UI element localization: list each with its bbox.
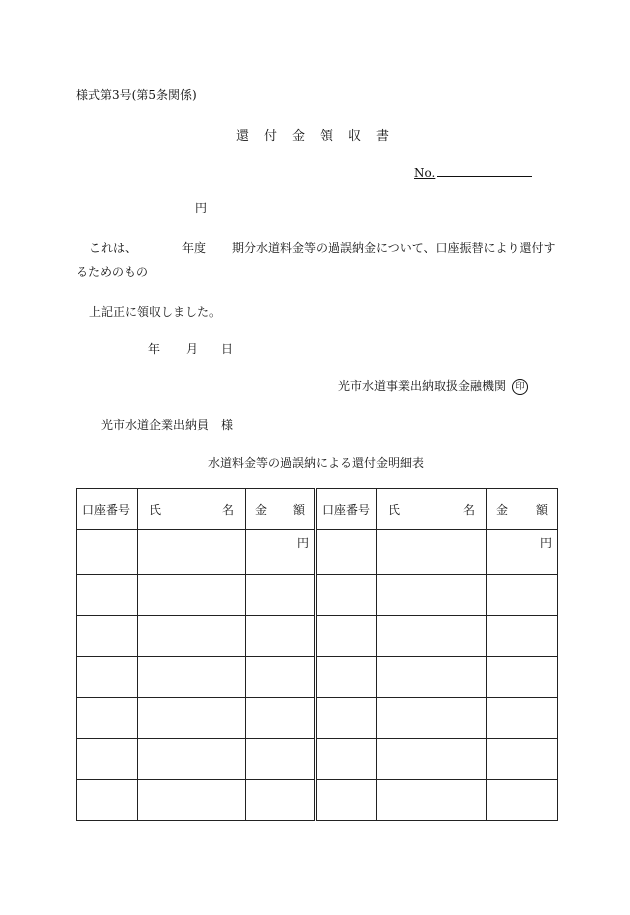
cell-name xyxy=(138,657,246,698)
cell-name-right xyxy=(377,657,487,698)
cell-amount xyxy=(246,780,316,821)
cell-account-right xyxy=(316,575,377,616)
cell-amount-right xyxy=(487,698,558,739)
form-number: 様式第3号(第5条関係) xyxy=(76,88,197,102)
cell-amount xyxy=(246,616,316,657)
cell-name-right xyxy=(377,575,487,616)
issuer-line xyxy=(338,377,528,395)
cell-name xyxy=(138,780,246,821)
table-header-row xyxy=(77,489,558,530)
cell-name xyxy=(138,698,246,739)
cell-account xyxy=(77,530,138,575)
header-name-right: 氏 名 xyxy=(377,489,487,530)
number-blank xyxy=(437,163,532,177)
refund-detail-table xyxy=(76,488,558,821)
cell-name-right xyxy=(377,698,487,739)
date-day: 日 xyxy=(221,342,234,356)
header-account-number-right: 口座番号 xyxy=(316,489,377,530)
amount-yen-unit: 円 xyxy=(195,201,208,215)
cell-account-right xyxy=(316,530,377,575)
cell-name-right xyxy=(377,739,487,780)
cell-name-right xyxy=(377,780,487,821)
cell-amount: 円 xyxy=(246,530,316,575)
header-amount: 金 額 xyxy=(246,489,316,530)
cell-name xyxy=(138,739,246,780)
cell-amount-right xyxy=(487,575,558,616)
header-amount-right: 金 額 xyxy=(487,489,558,530)
cell-account xyxy=(77,657,138,698)
body-text-part1: これは、 xyxy=(89,241,138,255)
cell-amount xyxy=(246,657,316,698)
cell-account-right xyxy=(316,657,377,698)
cell-amount-right xyxy=(487,739,558,780)
table-row xyxy=(77,575,558,616)
number-label: No. xyxy=(414,166,436,180)
cell-name xyxy=(138,616,246,657)
body-text-line2: るためのもの xyxy=(76,265,149,279)
body-text-part3: 期分水道料金等の過誤納金について、口座振替により還付す xyxy=(232,241,556,255)
header-name: 氏 名 xyxy=(138,489,246,530)
cell-account xyxy=(77,698,138,739)
cell-account-right xyxy=(316,780,377,821)
table-row xyxy=(77,739,558,780)
table-row xyxy=(77,698,558,739)
cell-account-right xyxy=(316,698,377,739)
receipt-statement: 上記正に領収しました。 xyxy=(89,305,222,319)
cell-account xyxy=(77,780,138,821)
cell-name xyxy=(138,575,246,616)
table-row xyxy=(77,530,558,575)
cell-account xyxy=(77,616,138,657)
table-row xyxy=(77,616,558,657)
date-month: 月 xyxy=(186,342,199,356)
table-row xyxy=(77,780,558,821)
table-title: 水道料金等の過誤納による還付金明細表 xyxy=(208,456,425,470)
cell-account xyxy=(77,575,138,616)
cell-amount xyxy=(246,739,316,780)
addressee: 光市水道企業出納員 様 xyxy=(101,418,234,432)
cell-name xyxy=(138,530,246,575)
date-year: 年 xyxy=(148,342,161,356)
issuer-name: 光市水道事業出納取扱金融機関 xyxy=(338,379,507,393)
cell-amount-right xyxy=(487,657,558,698)
document-title: 還付金領収書 xyxy=(236,129,405,144)
cell-amount xyxy=(246,698,316,739)
cell-name-right xyxy=(377,530,487,575)
cell-account-right xyxy=(316,616,377,657)
seal-stamp: 印 xyxy=(512,379,528,395)
cell-account-right xyxy=(316,739,377,780)
cell-name-right xyxy=(377,616,487,657)
cell-amount-right xyxy=(487,616,558,657)
body-text-fiscal-year: 年度 xyxy=(182,241,207,255)
cell-amount-right: 円 xyxy=(487,530,558,575)
table-row xyxy=(77,657,558,698)
cell-account xyxy=(77,739,138,780)
number-field xyxy=(414,163,532,180)
cell-amount xyxy=(246,575,316,616)
header-account-number: 口座番号 xyxy=(77,489,138,530)
cell-amount-right xyxy=(487,780,558,821)
